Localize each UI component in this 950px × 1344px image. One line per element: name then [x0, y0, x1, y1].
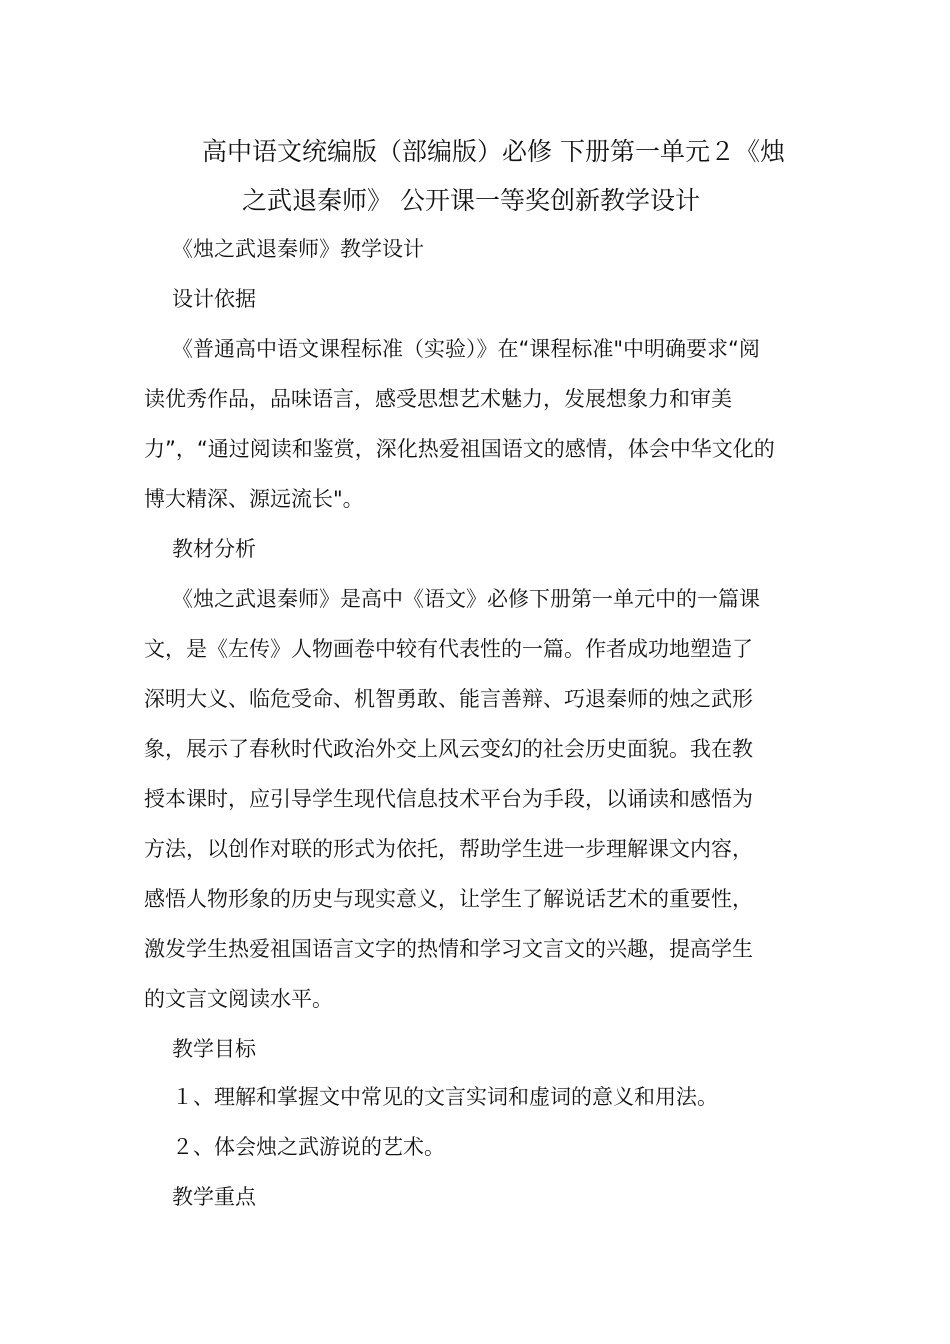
paragraph-line: 《普通高中语文课程标准（实验）》在“课程标准"中明确要求“阅	[172, 337, 760, 361]
paragraph-line: 读优秀作品，品味语言，感受思想艺术魅力，发展想象力和审美	[144, 387, 732, 411]
paragraph-line: 的文言文阅读水平。	[144, 987, 333, 1011]
section-heading-teaching-goals: 教学目标	[172, 1037, 256, 1061]
paragraph-line: 博大精深、源远流长"。	[144, 487, 364, 511]
section-heading-textbook-analysis: 教材分析	[172, 537, 256, 561]
paragraph-line: 方法，以创作对联的形式为依托，帮助学生进一步理解课文内容，	[144, 837, 753, 861]
paragraph-line: 文，是《左传》人物画卷中较有代表性的一篇。作者成功地塑造了	[144, 637, 753, 661]
document-title-line-1: 高中语文统编版（部编版）必修 下册第一单元２《烛	[202, 137, 785, 166]
document-subtitle: 《烛之武退秦师》教学设计	[172, 237, 424, 261]
paragraph-line: 激发学生热爱祖国语言文字的热情和学习文言文的兴趣，提高学生	[144, 937, 753, 961]
paragraph-line: 象，展示了春秋时代政治外交上风云变幻的社会历史面貌。我在教	[144, 737, 753, 761]
document-title-line-2: 之武退秦师》 公开课一等奖创新教学设计	[242, 186, 700, 215]
list-item: １、理解和掌握文中常见的文言实词和虚词的意义和用法。	[172, 1085, 718, 1109]
section-heading-design-basis: 设计依据	[172, 287, 256, 311]
list-item: ２、体会烛之武游说的艺术。	[172, 1135, 445, 1159]
paragraph-line: 《烛之武退秦师》是高中《语文》必修下册第一单元中的一篇课	[172, 587, 760, 611]
paragraph-line: 深明大义、临危受命、机智勇敢、能言善辩、巧退秦师的烛之武形	[144, 687, 753, 711]
paragraph-line: 力”，“通过阅读和鉴赏，深化热爱祖国语文的感情，体会中华文化的	[144, 437, 775, 461]
section-heading-teaching-focus: 教学重点	[172, 1185, 256, 1209]
paragraph-line: 感悟人物形象的历史与现实意义，让学生了解说话艺术的重要性，	[144, 887, 753, 911]
paragraph-line: 授本课时，应引导学生现代信息技术平台为手段，以诵读和感悟为	[144, 787, 753, 811]
